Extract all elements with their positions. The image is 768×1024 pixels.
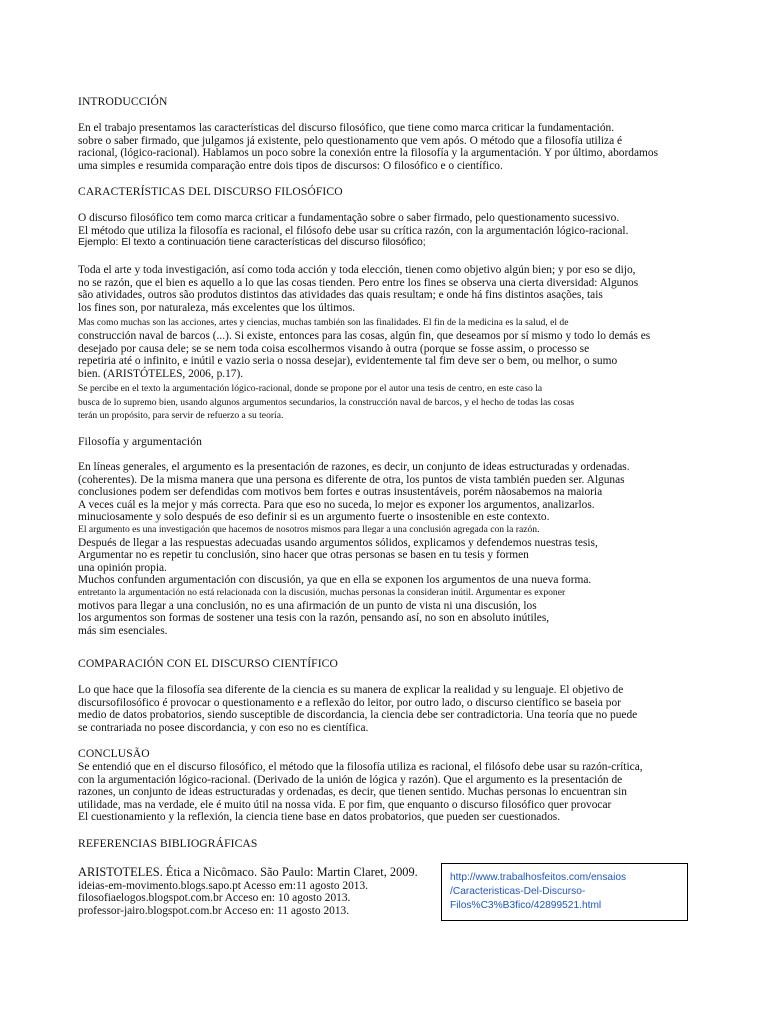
url-line[interactable]: Filos%C3%B3fico/42899521.html: [450, 900, 602, 911]
quote-line: bien. (ARISTÓTELES, 2006, p.17).: [78, 367, 244, 380]
filo-line-small: entretanto la argumentación no está relacionada con la discusión, muchas personas la consideran inútil. Argumentar es exponer: [78, 586, 566, 598]
quote-line: desejado por causa dele; se se nem toda coisa escolhermos visando à outra (porque se fosse assim, o processo se: [78, 342, 590, 355]
url-line[interactable]: http://www.trabalhosfeitos.com/ensaios: [450, 872, 627, 883]
quote-line: los fines son, por naturaleza, más excelentes que los últimos.: [78, 301, 356, 314]
quote-line: Se percibe en el texto la argumentación lógico-racional, donde se propone por el autor una tesis de centro, en este caso la: [78, 383, 543, 394]
caract-paragraph: [78, 212, 692, 250]
ref-item: ARISTOTELES. Ética a Nicômaco. São Paulo: Martin Claret, 2009.: [78, 865, 418, 879]
concl-line: El cuestionamiento y la reflexión, la ciencia tiene base en datos probatorios, que pueden ser cuestionados.: [78, 811, 561, 824]
filo-line: motivos para llegar a una conclusión, no es una afirmación de un punto de vista ni una discusión, los: [78, 599, 537, 612]
filo-line: En líneas generales, el argumento es la presentación de razones, es decir, un conjunto de ideas estructuradas y ordenadas.: [78, 461, 630, 473]
refs-list: [78, 866, 428, 917]
quote-line: são atividades, outros são produtos distintos das atividades das quais resultam; e onde há fins distintos asações, tais: [78, 289, 603, 302]
filo-line: una opinión propia.: [78, 561, 167, 574]
concl-heading: CONCLUSÃO: [78, 747, 150, 760]
concl-line: con la argumentación lógico-racional. (Derivado de la unión de lógica y razón). Que el argumento es la presentación de: [78, 773, 623, 786]
filo-line: Muchos confunden argumentación con discusión, ya que en ella se exponen los argumentos de una nueva forma.: [78, 574, 592, 587]
quote-line: no se razón, que el bien es aquello a lo que las cosas tienden. Pero entre los fines se observa una cierta diversidad: Algunos: [78, 276, 639, 289]
quote-line: busca de lo supremo bien, usando algunos argumentos secundarios, la construcción naval de barcos, y el hecho de todas las cosas: [78, 396, 575, 408]
filo-line: A veces cuál es la mejor y más correcta. Para que eso no suceda, lo mejor es exponer los argumentos, analizarlos.: [78, 498, 595, 511]
concl-line: razones, un conjunto de ideas estructuradas y ordenadas, es decir, que tienen sentido. Muchas personas lo encuentran sin: [78, 786, 627, 799]
filo-heading: Filosofía y argumentación: [78, 435, 202, 448]
comp-line: Lo que hace que la filosofía sea diferente de la ciencia es su manera de explicar la realidad y su lenguaje. El objetivo de: [78, 684, 624, 696]
intro-line: sobre o saber firmado, que julgamos já existente, pelo questionamento que vem após. O método que a filosofía utiliza é: [78, 134, 623, 147]
caract-example: Ejemplo: El texto a continuación tiene características del discurso filosófico;: [78, 237, 426, 249]
intro-line: En el trabajo presentamos las características del discurso filosófico, que tiene como marca criticar la fundamentación.: [78, 122, 615, 134]
quote-line: repetiria até o infinito, e inútil e vazio seria o nossa desejar), evidentemente tal fim deve ser o bem, ou melhor, o sumo: [78, 355, 618, 368]
intro-line: racional, (lógico-racional). Hablamos un poco sobre la conexión entre la filosofía y la argumentación. Y por último, abordamos: [78, 147, 658, 160]
quote-line: Mas como muchas son las acciones, artes y ciencias, muchas también son las finalidades. El fin de la medicina es la salud, el de: [78, 317, 569, 328]
concl-line: Se entendió que en el discurso filosófico, el método que la filosofía utiliza es racional, el filósofo debe usar su razón-crítica,: [78, 761, 643, 773]
filo-paragraph: [78, 461, 692, 637]
ref-item: filosofiaelogos.blogspot.com.br Acceso en: 10 agosto 2013.: [78, 892, 351, 905]
url-line[interactable]: /Caracteristicas-Del-Discurso-: [450, 886, 586, 897]
filo-line: conclusiones podem ser defendidas com motivos bem fortes e outras insustentáveis, porém nãosabemos na maioria: [78, 486, 603, 499]
refs-heading: REFERENCIAS BIBLIOGRÁFICAS: [78, 837, 258, 850]
filo-line: (coherentes). De la misma manera que una persona es diferente de otra, los puntos de vista también pueden ser. Algunas: [78, 473, 625, 486]
quote-line: terán un propósito, para servir de refuerzo a su teoría.: [78, 410, 284, 422]
quote-paragraph-a: [78, 264, 692, 314]
quote-paragraph-c: [78, 382, 692, 423]
comp-heading: COMPARACIÓN CON EL DISCURSO CIENTÍFICO: [78, 657, 338, 670]
filo-line: Argumentar no es repetir tu conclusión, sino hacer que otras personas se basen en tu tesis y formen: [78, 549, 529, 562]
url-box[interactable]: [441, 863, 688, 921]
caract-line: El método que utiliza la filosofía es racional, el filósofo debe usar su crítica razón, con la argumentación lógico-racional.: [78, 224, 629, 237]
filo-line: los argumentos son formas de sostener una tesis con la razón, pensando así, no son en absoluto inútiles,: [78, 612, 550, 625]
quote-line: construcción naval de barcos (...). Si existe, entonces para las cosas, algún fin, que deseamos por sí mismo y todo lo demás es: [78, 330, 651, 342]
quote-paragraph-b: [78, 316, 692, 380]
quote-line: Toda el arte y toda investigación, así como toda acción y toda elección, tienen como objetivo algún bien; y por eso se dijo,: [78, 264, 636, 276]
comp-line: se contrariada no posee discordancia, y con eso no es científica.: [78, 721, 369, 734]
intro-heading: INTRODUCCIÓN: [78, 95, 168, 108]
intro-line: uma simples e resumida comparação entre dois tipos de discursos: O filosófico e o científico.: [78, 159, 503, 172]
concl-paragraph: [78, 761, 692, 824]
concl-line: utilidade, mas na verdade, ele é muito útil na nossa vida. E por fim, que enquanto o discurso filosófico quer provocar: [78, 798, 612, 811]
caract-line: O discurso filosófico tem como marca criticar a fundamentação sobre o saber firmado, pelo questionamento sucessivo.: [78, 212, 620, 224]
comp-line: discursofilosófico é provocar o questionamento e a reflexão do leitor, por outro lado, o discurso científico se baseia por: [78, 696, 621, 709]
caract-heading: CARACTERÍSTICAS DEL DISCURSO FILOSÓFICO: [78, 185, 343, 198]
filo-line: más sim esenciales.: [78, 624, 168, 637]
comp-paragraph: [78, 684, 692, 734]
ref-item: professor-jairo.blogspot.com.br Acceso en: 11 agosto 2013.: [78, 904, 350, 917]
comp-line: medio de datos probatorios, siendo susceptible de discordancia, la ciencia debe ser contradictoria. Una teoría que no puede: [78, 709, 638, 722]
intro-paragraph: [78, 122, 692, 172]
filo-line: minuciosamente y solo después de eso definir si es un argumento fuerte o insostenible en este contexto.: [78, 511, 550, 524]
ref-item: ideias-em-movimento.blogs.sapo.pt Acesso em:11 agosto 2013.: [78, 879, 368, 892]
filo-line-small: El argumento es una investigación que hacemos de nosotros mismos para llegar a una conclusión agregada con la razón.: [78, 523, 540, 535]
filo-line: Después de llegar a las respuestas adecuadas usando argumentos sólidos, explicamos y defendemos nuestras tesis,: [78, 536, 598, 549]
